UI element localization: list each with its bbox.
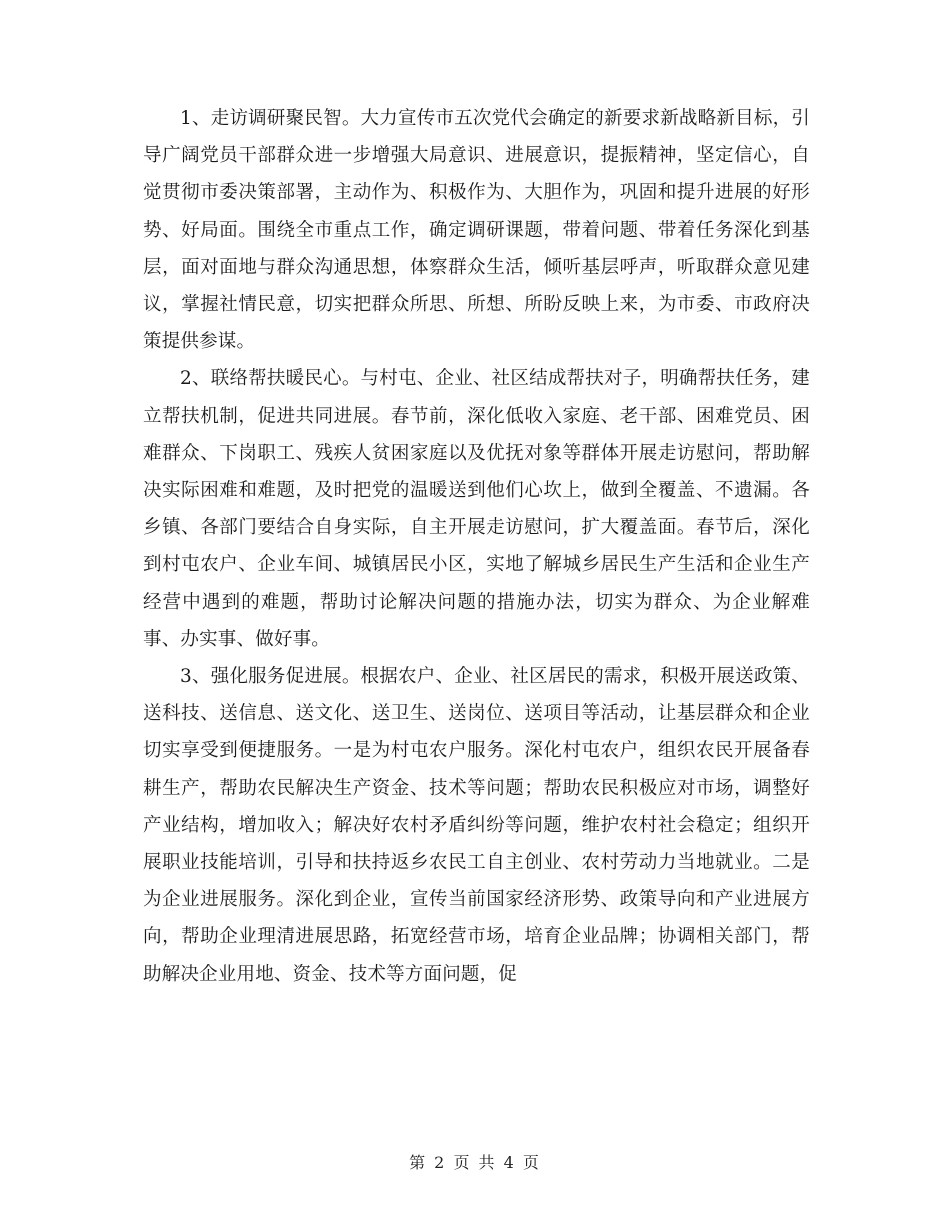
paragraph-1: 1、走访调研聚民智。大力宣传市五次党代会确定的新要求新战略新目标，引导广阔党员干部群众进一步增强大局意识、进展意识，提振精神，坚定信心，自觉贯彻市委决策部署，主动作为、积极作为、大胆作为，巩固和提升进展的好形势、好局面。围绕全市重点工作，确定调研课题，带着问题、带着任务深化到基层，面对面地与群众沟通思想，体察群众生活，倾听基层呼声，听取群众意见建议，掌握社情民意，切实把群众所思、所想、所盼反映上来，为市委、市政府决策提供参谋。: [143, 108, 810, 353]
document-body: [143, 100, 810, 993]
paragraph-3: 3、强化服务促进展。根据农户、企业、社区居民的需求，积极开展送政策、送科技、送信息、送文化、送卫生、送岗位、送项目等活动，让基层群众和企业切实享受到便捷服务。一是为村屯农户服务。深化村屯农户，组织农民开展备春耕生产，帮助农民解决生产资金、技术等问题；帮助农民积极应对市场，调整好产业结构，增加收入；解决好农村矛盾纠纷等问题，维护农村社会稳定；组织开展职业技能培训，引导和扶持返乡农民工自主创业、农村劳动力当地就业。二是为企业进展服务。深化到企业，宣传当前国家经济形势、政策导向和产业进展方向，帮助企业理清进展思路，拓宽经营市场，培育企业品牌；协调相关部门，帮助解决企业用地、资金、技术等方面问题，促: [143, 666, 810, 985]
paragraph-2: 2、联络帮扶暖民心。与村屯、企业、社区结成帮扶对子，明确帮扶任务，建立帮扶机制，促进共同进展。春节前，深化低收入家庭、老干部、困难党员、困难群众、下岗职工、残疾人贫困家庭以及优抚对象等群体开展走访慰问，帮助解决实际困难和难题，及时把党的温暖送到他们心坎上，做到全覆盖、不遗漏。各乡镇、各部门要结合自身实际，自主开展走访慰问，扩大覆盖面。春节后，深化到村屯农户、企业车间、城镇居民小区，实地了解城乡居民生产生活和企业生产经营中遇到的难题，帮助讨论解决问题的措施办法，切实为群众、为企业解难事、办实事、做好事。: [143, 368, 810, 650]
page-number-footer: 第 2 页 共 4 页: [409, 1153, 541, 1172]
